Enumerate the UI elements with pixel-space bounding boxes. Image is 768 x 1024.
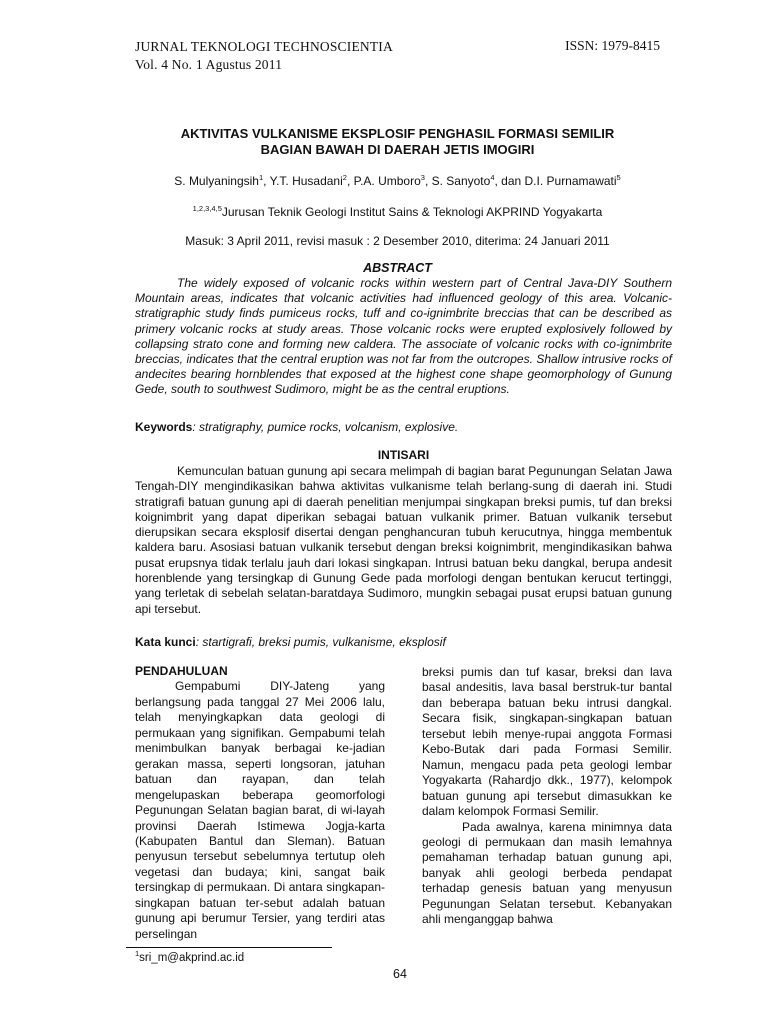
kata-kunci (135, 634, 672, 650)
author-3: , P.A. Umboro (346, 174, 421, 188)
author-5: , dan D.I. Purnamawati (494, 174, 617, 188)
author-2: , Y.T. Husadani (263, 174, 343, 188)
footnote-email: sri_m@akprind.ac.id (139, 952, 245, 964)
title-line-1: AKTIVITAS VULKANISME EKSPLOSIF PENGHASIL FORMASI SEMILIR (180, 126, 615, 141)
abstract-heading: ABSTRACT (363, 261, 432, 275)
author-1: S. Mulyaningsih (174, 174, 259, 188)
affiliation-text: Jurusan Teknik Geologi Institut Sains & Teknologi AKPRIND Yogyakarta (221, 205, 603, 219)
journal-name: JURNAL TEKNOLOGI TECHNOSCIENTIA (135, 39, 393, 54)
kata-kunci-text: : startigrafi, breksi pumis, vulkanisme, eksplosif (195, 635, 446, 649)
intisari-heading: INTISARI (377, 448, 430, 462)
keywords-label: Keywords (135, 420, 193, 434)
author-4-sup: 4 (490, 173, 495, 182)
footnote-rule (126, 947, 332, 948)
submission-dates: Masuk: 3 April 2011, revisi masuk : 2 Desember 2010, diterima: 24 Januari 2011 (185, 234, 610, 248)
author-1-sup: 1 (258, 173, 264, 182)
footnote-sup: 1 (135, 949, 140, 959)
issn: ISSN: 1979-8415 (565, 38, 660, 53)
author-5-sup: 5 (616, 173, 621, 182)
paper-title (135, 126, 660, 158)
title-line-2: BAGIAN BAWAH DI DAERAH JETIS IMOGIRI (260, 142, 535, 157)
affiliation (135, 204, 660, 220)
section-heading: PENDAHULUAN (135, 664, 228, 678)
body-paragraph: Pada awalnya, karena minimnya data geologi di permukaan dan masih lemahnya pemahaman terhadap batuan gunung api, banyak ahli geologi berbeda pendapat terhadap genesis batuan yang menyusun Pegunungan Selatan tersebut. Kebanyakan ahli menganggap bahwa (422, 819, 672, 927)
author-4: , S. Sanyoto (424, 174, 491, 188)
keywords-text: : stratigraphy, pumice rocks, volcanism, explosive. (192, 420, 459, 434)
intisari-text: Kemunculan batuan gunung api secara melimpah di bagian barat Pegunungan Selatan Jawa Tengah-DIY mengindikasikan bahwa aktivitas vulkanisme telah berlang-sung di daerah ini. Studi stratigrafi batuan gunung api di daerah penelitian menjumpai singkapan breksi pumis, tuf dan breksi koignimbrit yang dapat diperikan sebagai batuan vulkanik primer. Batuan vulkanik tersebut dierupsikan secara eksplosif disertai dengan penghancuran tubuh kerucutnya, hingga membentuk kaldera baru. Asosiasi batuan vulkanik tersebut dengan breksi koignimbrit, mengindikasikan bahwa pusat erupsnya tidak terlalu jauh dari lokasi singkapan. Intrusi batuan beku dangkal, berupa andesit horenblende yang tersingkap di Gunung Gede pada morfologi dengan bentukan kerucut tertinggi, yang terletak di sebelah selatan-baratdaya Sudimoro, mungkin sebagai pusat erupsi batuan gunung api tersebut. (135, 464, 672, 616)
kata-kunci-label: Kata kunci (135, 635, 196, 649)
journal-volume: Vol. 4 No. 1 Agustus 2011 (135, 57, 283, 72)
page-number: 64 (393, 967, 407, 981)
body-column-left (135, 664, 385, 942)
footnote (135, 949, 245, 964)
author-2-sup: 2 (342, 173, 347, 182)
body-paragraph: Gempabumi DIY-Jateng yang berlangsung pada tanggal 27 Mei 2006 lalu, telah menyingkapkan data geologi di permukaan yang signifikan. Gempabumi telah menimbulkan banyak berbagai ke-jadian gerakan massa, seperti longsoran, jatuhan batuan dan rayapan, dan telah mengelupaskan beberapa geomorfologi Pegunungan Selatan bagian barat, di wi-layah provinsi Daerah Istimewa Jogja-karta (Kabupaten Bantul dan Sleman). Batuan penyusun tersebut sebelumnya tertutup oleh vegetasi dan budaya; kini, sangat baik tersingkap di permukaan. Di antara singkapan-singkapan batuan ter-sebut adalah batuan gunung api berumur Tersier, yang terdiri atas perselingan (135, 679, 385, 941)
author-3-sup: 3 (420, 173, 425, 182)
body-column-right (422, 665, 672, 928)
keywords (135, 419, 672, 435)
abstract-text: The widely exposed of volcanic rocks within western part of Central Java-DIY Southern Mountain areas, indicates that volcanic activities had influenced geology of this area. Volcanic-stratigraphic study finds pumiceus rocks, tuff and co-ignimbrite breccias that can be described as primery volcanic rocks at study areas. Those volcanic rocks were erupted explosively followed by collapsing strato cone and forming new caldera. The associate of volcanic rocks with co-ignimbrite breccias, indicates that the central eruption was not far from the outcropes. Shallow intrusive rocks of andecites bearing hornblendes that exposed at the highest cone shape geomorphology of Gunung Gede, south to southwest Sudimoro, might be as the central eruptions. (135, 276, 672, 397)
body-paragraph: breksi pumis dan tuf kasar, breksi dan lava basal andesitis, lava basal berstruk-tur bantal dan beberapa batuan beku intrusi dangkal. Secara fisik, singkapan-singkapan batuan tersebut lebih menye-rupai anggota Formasi Kebo-Butak dari pada Formasi Semilir. Namun, mengacu pada peta geologi lembar Yogyakarta (Rahardjo dkk., 1977), kelompok batuan gunung api tersebut dimasukkan ke dalam kelompok Formasi Semilir. (422, 665, 672, 819)
author-list (135, 173, 660, 189)
journal-header (135, 38, 393, 74)
affiliation-sup: 1,2,3,4,5 (192, 204, 222, 213)
